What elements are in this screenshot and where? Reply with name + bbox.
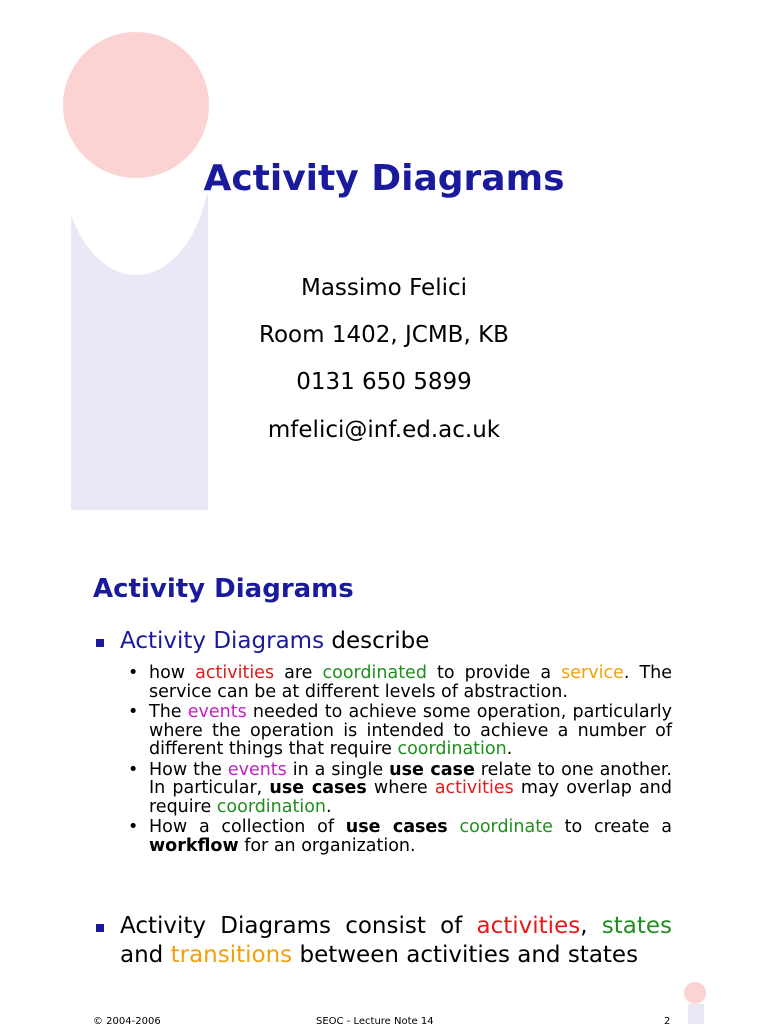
sub-bullet-list — [128, 664, 672, 857]
decorative-pink-circle — [63, 32, 209, 178]
text-run: coordination — [397, 739, 507, 759]
decorative-small-circle — [684, 982, 706, 1004]
text-run: needed to achieve some operation, particularly where the operation is intended to achieve a number of different things that require — [149, 702, 672, 759]
author-phone: 0131 650 5899 — [296, 369, 472, 395]
text-run: . — [506, 739, 513, 759]
text-run: relate to one another. In particular, — [149, 759, 672, 798]
decorative-curve — [71, 195, 208, 275]
dot-bullet-icon: • — [128, 817, 139, 837]
dot-bullet-icon: • — [128, 702, 139, 722]
text-run: transitions — [170, 941, 293, 968]
text-run: How the — [149, 759, 228, 780]
slide1-title: Activity Diagrams — [203, 158, 565, 199]
text-run: activities — [434, 778, 514, 798]
text-run: may overlap and require — [149, 778, 673, 817]
text-run: How a collection of — [149, 817, 346, 837]
sub-bullet-item — [128, 664, 672, 701]
text-run: Activity Diagrams consist of — [120, 913, 477, 939]
bullet-consist — [96, 912, 672, 969]
sub-bullet-text — [149, 760, 672, 817]
slide2-title: Activity Diagrams — [93, 574, 354, 604]
decorative-small-bar — [688, 1004, 704, 1024]
text-run: states — [601, 913, 673, 939]
text-run: . The service can be at different levels of abstraction. — [149, 663, 672, 702]
bullet-rest: describe — [324, 628, 430, 654]
text-run: use cases — [345, 817, 448, 837]
bullet-lead: Activity Diagrams — [120, 628, 325, 654]
author-room: Room 1402, JCMB, KB — [259, 322, 509, 348]
text-run: coordinated — [322, 663, 427, 683]
sub-bullet-text — [149, 702, 672, 759]
sub-bullet-item — [128, 761, 672, 817]
text-run: between activities and states — [292, 941, 639, 968]
text-run: use case — [389, 759, 475, 780]
dot-bullet-icon: • — [128, 759, 139, 780]
footer-course: SEOC - Lecture Note 14 — [316, 1016, 434, 1027]
bullet-describe — [96, 628, 672, 654]
text-run: use cases — [269, 778, 367, 798]
text-run: coordinate — [459, 817, 553, 837]
text-run: events — [227, 759, 287, 780]
author-email: mfelici@inf.ed.ac.uk — [267, 417, 501, 443]
sub-bullet-item — [128, 703, 672, 759]
text-run: activities — [195, 663, 275, 683]
author-name: Massimo Felici — [300, 275, 468, 301]
decorative-lavender-bar — [71, 195, 208, 510]
text-run: . — [326, 796, 332, 817]
text-run: , — [580, 913, 602, 939]
dot-bullet-icon: • — [128, 663, 139, 683]
sub-bullet-item — [128, 818, 672, 855]
text-run: coordination — [216, 796, 327, 817]
text-run: in a single — [286, 759, 390, 780]
text-run: service — [561, 663, 624, 683]
footer-page-number: 2 — [664, 1016, 671, 1027]
text-run: are — [274, 663, 323, 683]
sub-bullet-text — [149, 663, 672, 702]
text-run: to provide a — [426, 663, 562, 683]
text-run: for an organization. — [238, 835, 416, 856]
text-run: to create a — [552, 817, 672, 837]
square-bullet-icon — [96, 639, 104, 647]
bullet-text — [120, 912, 672, 969]
text-run — [448, 817, 460, 837]
text-run: and — [120, 941, 171, 968]
text-run: activities — [476, 913, 581, 939]
text-run: where — [366, 778, 435, 798]
text-run: workflow — [149, 835, 239, 856]
text-run: events — [187, 702, 247, 722]
bullet-text — [120, 628, 429, 654]
square-bullet-icon — [96, 924, 104, 932]
footer-copyright: © 2004-2006 — [93, 1016, 161, 1027]
text-run: how — [149, 663, 196, 683]
text-run: The — [149, 702, 188, 722]
sub-bullet-text — [149, 817, 672, 856]
